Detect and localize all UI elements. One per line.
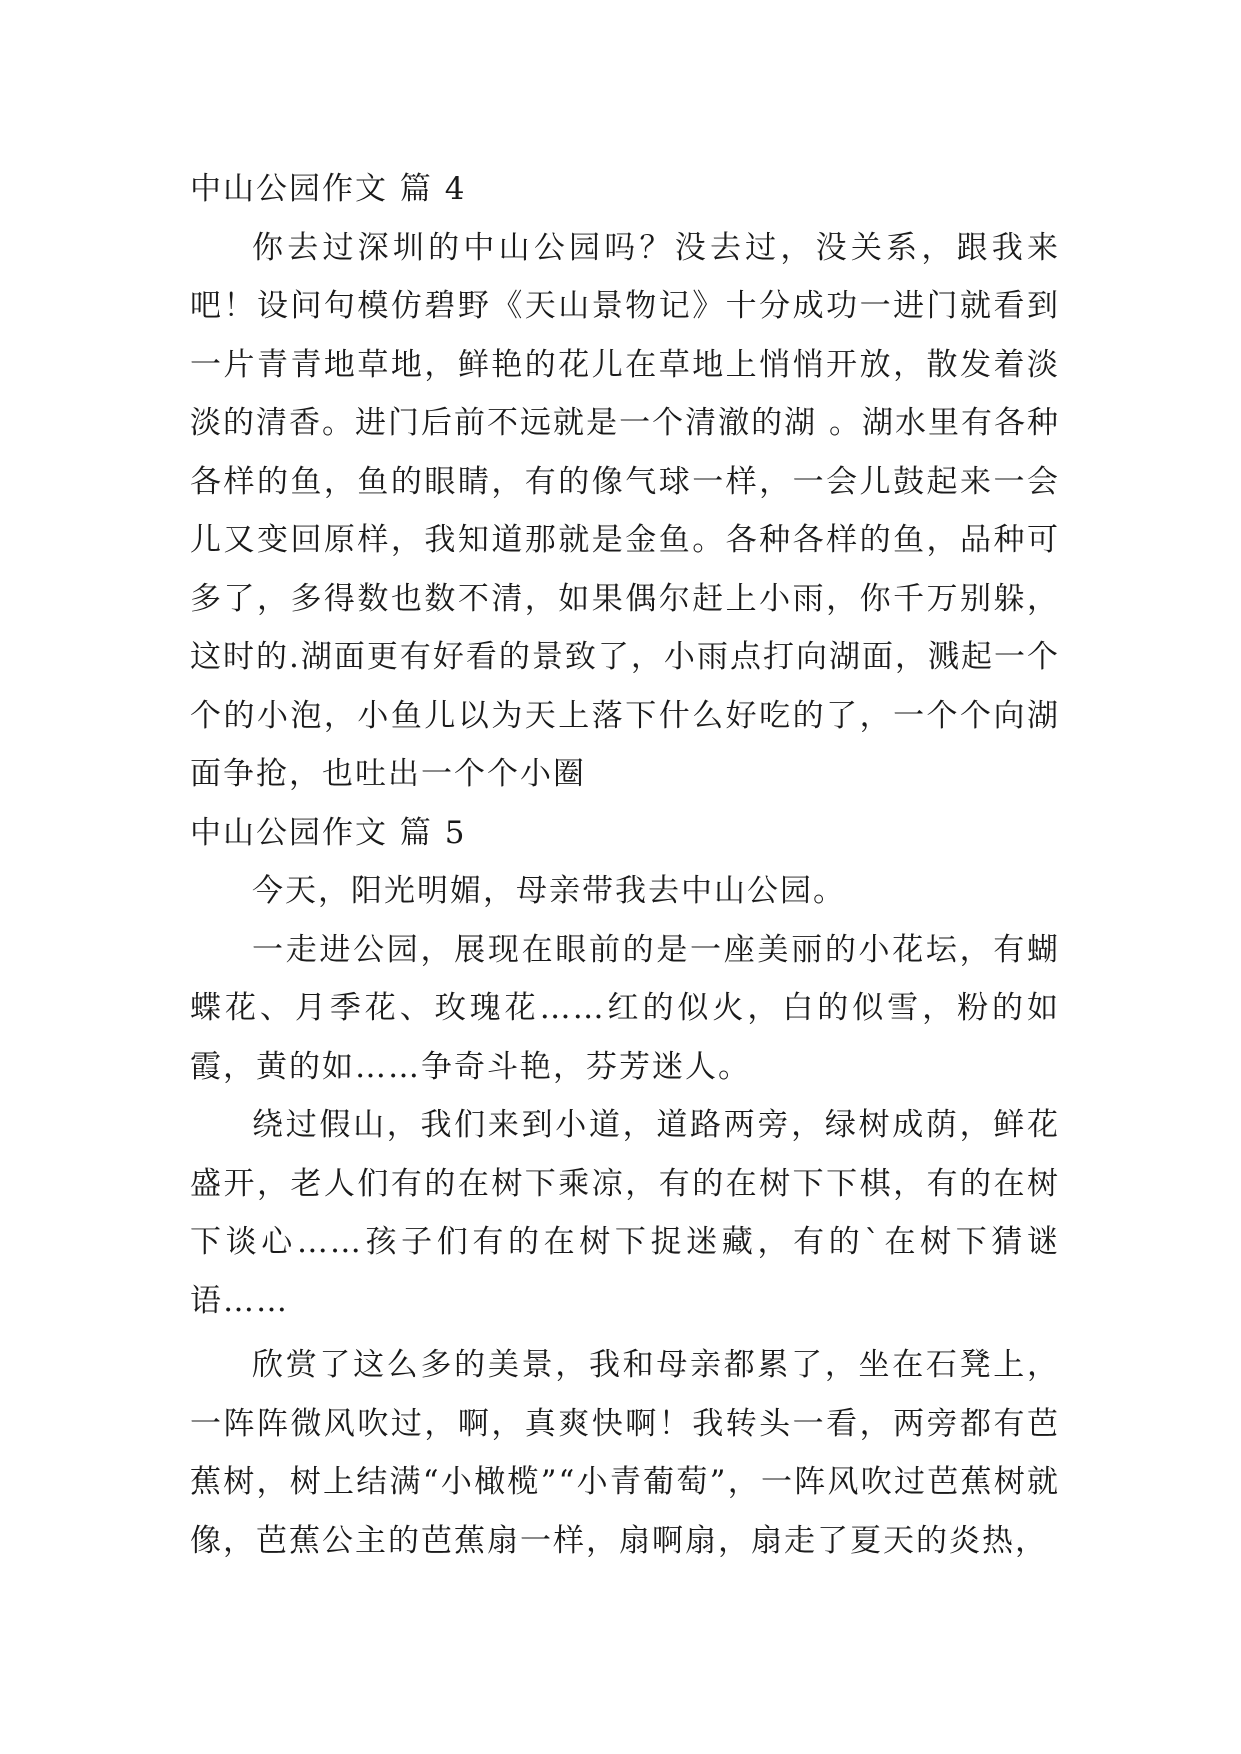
document-page bbox=[190, 160, 1060, 1570]
section-heading-5: 中山公园作文 篇 5 bbox=[190, 814, 467, 851]
paragraph: 绕过假山，我们来到小道，道路两旁，绿树成荫，鲜花盛开，老人们有的在树下乘凉，有的在树下下棋，有的在树下谈心……孩子们有的在树下捉迷藏，有的`在树下猜谜语…… bbox=[190, 1107, 1060, 1319]
paragraph: 今天，阳光明媚，母亲带我去中山公园。 bbox=[252, 873, 846, 909]
paragraph: 欣赏了这么多的美景，我和母亲都累了，坐在石凳上，一阵阵微风吹过，啊，真爽快啊！我转头一看，两旁都有芭蕉树，树上结满“小橄榄”“小青葡萄”，一阵风吹过芭蕉树就像，芭蕉公主的芭蕉扇一样，扇啊扇，扇走了夏天的炎热， bbox=[190, 1347, 1060, 1559]
paragraph: 一走进公园，展现在眼前的是一座美丽的小花坛，有蝴蝶花、月季花、玫瑰花……红的似火，白的似雪，粉的如霞，黄的如……争奇斗艳，芬芳迷人。 bbox=[190, 931, 1060, 1085]
section-heading-4: 中山公园作文 篇 4 bbox=[190, 171, 467, 207]
paragraph: 你去过深圳的中山公园吗？没去过，没关系，跟我来吧！设问句模仿碧野《天山景物记》十分成功一进门就看到一片青青地草地，鲜艳的花儿在草地上悄悄开放，散发着淡淡的清香。进门后前不远就是一个清澈的湖 。湖水里有各种各样的鱼，鱼的眼睛，有的像气球一样，一会儿鼓起来一会儿又变回原样，我知道那就是金鱼。各种各样的鱼，品种可多了，多得数也数不清，如果偶尔赶上小雨，你千万别躲，这时的.湖面更有好看的景致了，小雨点打向湖面，溅起一个个的小泡，小鱼儿以为天上落下什么好吃的了，一个个向湖面争抢，也吐出一个个小圈 bbox=[190, 229, 1060, 792]
